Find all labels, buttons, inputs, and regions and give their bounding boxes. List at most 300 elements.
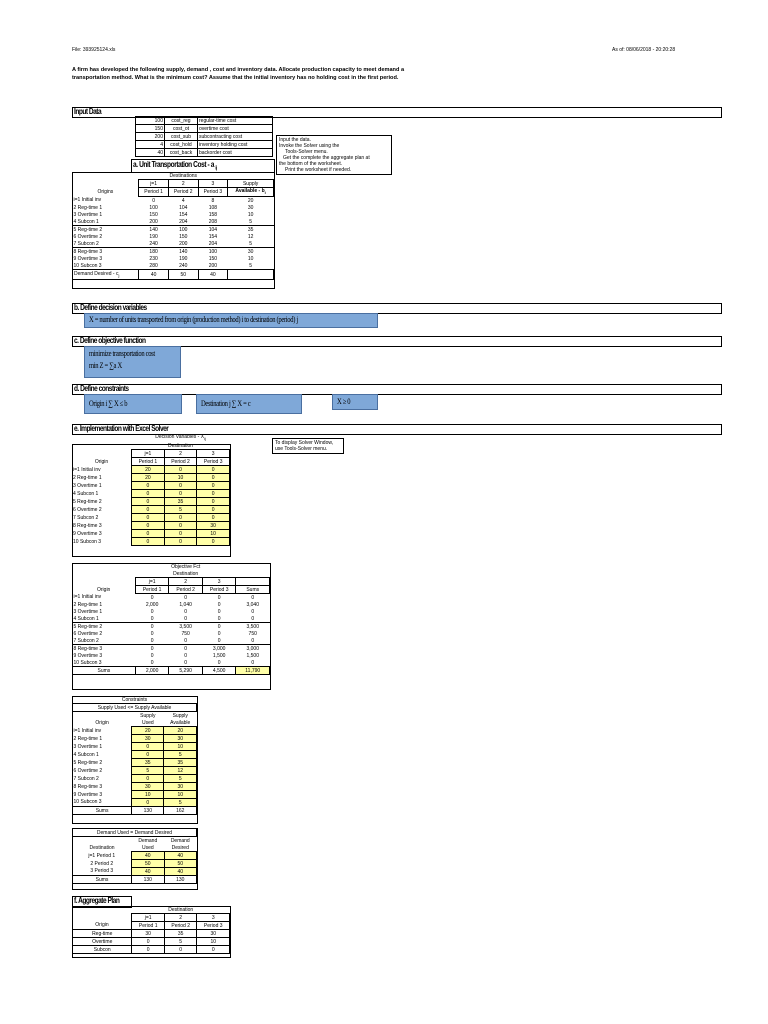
table-cell: Origin <box>97 586 111 593</box>
table-cell: 0 <box>197 506 230 514</box>
table-cell: 104 <box>179 204 188 211</box>
table-cell: 0 <box>197 514 230 522</box>
table-cell: 5 Reg-time 2 <box>73 759 103 766</box>
table-cell: 0 <box>150 594 154 601</box>
table-cell: 35 <box>228 226 274 234</box>
table-cell: 0 <box>217 601 221 608</box>
table-cell: 0 <box>132 751 164 759</box>
table-cell: 4 <box>181 197 185 204</box>
table-cell: Period 3 <box>197 922 230 930</box>
table-cell: Supply <box>140 712 156 719</box>
table-cell: 100 <box>198 248 228 256</box>
table-cell: Sums <box>236 586 270 594</box>
table-cell: Origins <box>97 189 114 195</box>
table-cell: 150 <box>208 255 218 262</box>
table-cell: 0 <box>164 490 197 498</box>
supply-row <box>73 735 197 743</box>
table-cell: 9 Overtime 3 <box>73 791 103 798</box>
table-cell: 10 <box>197 530 230 538</box>
table-cell: 0 <box>164 522 197 530</box>
supply-subscript: i <box>264 190 266 195</box>
cost-row <box>136 117 273 125</box>
table-cell: 3 Overtime 1 <box>73 743 103 750</box>
table-cell: 1,500 <box>246 652 259 659</box>
table-cell: 100 <box>168 226 198 234</box>
cost-row <box>136 125 273 133</box>
table-cell: 200 <box>179 240 188 247</box>
table-cell: 200 <box>208 262 218 269</box>
table-cell: 0 <box>132 743 164 751</box>
table-cell: 140 <box>139 226 169 234</box>
table-cell: 3,040 <box>246 601 259 608</box>
supply-row <box>73 727 197 735</box>
table-cell: 3 <box>197 450 230 458</box>
table-cell: 20 <box>132 474 165 482</box>
constraint-text: Destination j ∑ X = c <box>201 399 251 408</box>
unit-cost-table <box>72 172 274 280</box>
table-cell: 0 <box>197 498 230 506</box>
table-cell: 750 <box>181 630 190 637</box>
table-cell: 35 <box>132 759 164 767</box>
table-cell: Period 1 <box>135 586 169 594</box>
table-cell: 3 Overtime 1 <box>73 608 103 615</box>
demand-row <box>73 860 197 868</box>
table-cell: i=1 Initial inv <box>73 727 102 734</box>
table-cell: 0 <box>217 608 221 615</box>
nonnegativity-constraint <box>332 394 378 410</box>
table-cell: 1,040 <box>179 601 192 608</box>
demand-row <box>73 852 197 860</box>
table-cell: 0 <box>217 615 221 622</box>
table-cell: overtime cost <box>198 125 273 133</box>
unit-cost-row <box>73 218 274 226</box>
table-cell: 2 Reg-time 1 <box>73 735 103 742</box>
note-line: Invoke the Solver using the <box>279 143 340 149</box>
table-cell: 0 <box>132 775 164 783</box>
table-cell <box>73 914 132 922</box>
table-cell: 40 <box>132 868 164 876</box>
table-cell: 30 <box>197 522 230 530</box>
table-cell: 240 <box>149 240 158 247</box>
j-row <box>73 180 274 188</box>
table-cell: 0 <box>132 538 165 546</box>
table-cell: Origin <box>95 719 109 726</box>
table-cell: Destination <box>173 570 199 577</box>
sum-cell: 130 <box>132 876 164 884</box>
table-cell: 0 <box>184 615 188 622</box>
objective-text: minimize transportation cost <box>89 349 155 358</box>
table-cell: 0 <box>251 594 255 601</box>
table-cell: 0 <box>251 608 255 615</box>
table-cell: 154 <box>208 233 218 240</box>
table-cell: 5 <box>164 775 197 783</box>
table-cell: 0 <box>251 615 255 622</box>
table-cell: cost_back <box>165 149 198 157</box>
dv-row <box>72 474 230 482</box>
table-cell: 0 <box>164 530 197 538</box>
table-cell: 3 <box>202 578 236 586</box>
table-cell: 104 <box>198 226 228 234</box>
table-cell: 230 <box>149 255 158 262</box>
sub-row <box>73 829 197 837</box>
table-cell: 0 <box>184 652 188 659</box>
table-cell: 30 <box>132 783 164 791</box>
unit-cost-row <box>73 211 274 218</box>
table-cell: regular-time cost <box>198 117 273 125</box>
section-title: f. Aggregate Plan <box>74 896 120 905</box>
dv-title: Decision Variables - X <box>155 434 205 440</box>
dest-header-row <box>73 172 274 180</box>
table-cell: 3,000 <box>202 645 236 653</box>
table-cell: 0 <box>197 490 230 498</box>
table-cell: 5 <box>164 506 197 514</box>
table-cell: 158 <box>208 211 218 218</box>
obj-row <box>73 601 270 608</box>
table-cell: i=1 Initial inv <box>73 466 101 473</box>
table-cell: 0 <box>135 623 169 631</box>
table-cell: 30 <box>132 735 164 743</box>
table-cell: Period 3 <box>198 188 228 197</box>
table-cell: Period 3 <box>202 586 236 594</box>
unit-cost-row <box>73 204 274 211</box>
table-cell: 8 Reg-time 3 <box>73 248 139 256</box>
table-cell: 5 Reg-time 2 <box>73 623 136 631</box>
table-cell: subcontracting cost <box>198 133 273 141</box>
constraint-text: X ≥ 0 <box>337 397 351 406</box>
table-cell: Used <box>141 719 154 726</box>
table-cell: j=1 <box>132 450 165 458</box>
problem-statement <box>72 66 752 82</box>
table-cell: i=1 Initial inv <box>73 594 102 601</box>
table-cell: inventory holding cost <box>198 141 273 149</box>
cost-input-table <box>135 116 273 157</box>
table-cell: 7 Subcon 2 <box>73 240 99 247</box>
section-title: d. Define constraints <box>74 384 129 393</box>
table-cell: 40 <box>164 852 196 860</box>
table-cell: 0 <box>132 482 165 490</box>
obj-row <box>73 645 270 653</box>
table-cell: Supply <box>172 712 188 719</box>
aggregate-plan-table <box>72 906 230 954</box>
table-cell: 4 Subcon 1 <box>73 218 99 225</box>
constraint-text: Origin i ∑ X ≤ b <box>89 399 128 408</box>
obj-row <box>73 594 270 602</box>
agg-row <box>73 930 230 938</box>
dv-row <box>72 506 230 514</box>
table-cell: 7 Subcon 2 <box>73 514 99 521</box>
demand-label: Demand Desired - c <box>74 270 119 277</box>
table-cell: 10 Subcon 3 <box>73 262 102 269</box>
decision-variables-table <box>72 434 230 546</box>
table-cell: Destination <box>89 844 115 851</box>
table-cell: 8 <box>211 197 215 204</box>
table-cell <box>73 180 139 188</box>
table-cell: 20 <box>132 466 165 474</box>
table-cell: 8 Reg-time 3 <box>73 783 103 790</box>
table-cell: 204 <box>179 218 188 225</box>
table-cell: 0 <box>132 946 165 954</box>
table-cell: 5 Reg-time 2 <box>73 226 139 234</box>
table-cell: backorder cost <box>198 149 273 157</box>
demand-subscript: j <box>118 272 120 278</box>
table-cell <box>228 188 274 197</box>
table-cell: Used <box>141 844 154 851</box>
note-line: Tools-Solver menu. <box>285 149 328 155</box>
problem-line-1: A firm has developed the following supply, demand , cost and inventory data. Allocate production capacity to meet demand a <box>72 67 405 73</box>
table-cell: Period 2 <box>169 586 203 594</box>
section-a-title <box>131 159 275 173</box>
unit-cost-row <box>73 255 274 262</box>
agg-row <box>73 946 230 954</box>
section-a-subscript: ij <box>215 165 217 172</box>
table-cell: 0 <box>197 474 230 482</box>
header-row <box>73 586 270 594</box>
table-cell: 0 <box>132 522 165 530</box>
table-cell: 30 <box>164 783 197 791</box>
table-cell: 5 <box>249 240 252 247</box>
dest-row <box>72 442 230 450</box>
table-cell: cost_sub <box>165 133 198 141</box>
dv-row <box>72 530 230 538</box>
table-cell: 0 <box>197 538 230 546</box>
obj-row <box>73 637 270 645</box>
table-cell: Subcon <box>73 946 132 954</box>
demand-constraints-table <box>72 828 197 884</box>
note-line: the bottom of the worksheet. <box>279 161 343 167</box>
table-cell: 0 <box>184 594 188 601</box>
supply-row <box>73 775 197 783</box>
header-row <box>73 844 197 852</box>
table-cell: 0 <box>164 514 197 522</box>
formula-text: X = number of units transported from origin (production method) i to destination (period) j <box>89 315 298 324</box>
table-cell: 7 Subcon 2 <box>73 637 99 644</box>
table-cell: 10 <box>164 791 197 799</box>
table-cell: 108 <box>208 204 218 211</box>
table-cell: 5 <box>164 938 197 946</box>
sum-cell: 11,790 <box>236 667 270 675</box>
table-cell: 10 Subcon 3 <box>73 538 102 545</box>
supply-row <box>73 751 197 759</box>
table-cell: Constraints <box>121 696 148 703</box>
table-cell: Destination <box>168 442 194 449</box>
section-a-label: a. Unit Transportation Cost - a <box>133 160 214 169</box>
table-cell: 1,500 <box>212 652 226 659</box>
table-cell: 8 Reg-time 3 <box>73 645 136 653</box>
table-cell: 2,000 <box>145 601 159 608</box>
table-cell: 8 Reg-time 3 <box>73 522 102 529</box>
table-cell: 2 <box>164 450 197 458</box>
table-cell: 750 <box>248 630 257 637</box>
table-cell <box>73 906 132 914</box>
demand-row <box>73 270 274 280</box>
table-cell: 10 <box>164 743 197 751</box>
table-cell: 0 <box>164 538 197 546</box>
table-cell: 5 <box>249 218 252 225</box>
decision-variable-formula <box>84 313 378 328</box>
table-cell <box>73 563 136 570</box>
table-cell: 4 Subcon 1 <box>73 490 99 497</box>
table-cell: Destination <box>168 906 194 913</box>
table-cell: cost_ot <box>165 125 198 133</box>
table-cell: 100 <box>149 204 158 211</box>
header-row <box>73 188 274 197</box>
unit-cost-row <box>73 248 274 256</box>
table-cell: 204 <box>208 240 218 247</box>
table-cell: 3 <box>198 180 228 188</box>
sum-cell: Sums <box>73 876 132 884</box>
table-cell: 2 Reg-time 1 <box>73 474 102 481</box>
table-cell: 20 <box>132 727 164 735</box>
table-cell: Overtime <box>73 938 132 946</box>
table-cell: Supply Used <= Supply Available <box>73 704 197 712</box>
table-cell: j=1 <box>139 180 169 188</box>
table-cell: 3 Overtime 1 <box>73 211 103 218</box>
table-cell: 6 Overtime 2 <box>73 630 103 637</box>
table-cell: 10 <box>197 938 230 946</box>
table-cell: 180 <box>139 248 169 256</box>
table-cell <box>236 563 270 570</box>
table-cell: 0 <box>150 630 154 637</box>
table-cell: 30 <box>164 735 197 743</box>
supply-row <box>73 799 197 807</box>
table-cell: Objective Fct <box>171 563 201 570</box>
table-cell: 0 <box>184 637 188 644</box>
cost-row <box>136 141 273 149</box>
table-cell: 150 <box>149 211 158 218</box>
table-cell: 140 <box>168 248 198 256</box>
obj-row <box>73 652 270 659</box>
table-cell: Period 1 <box>139 188 169 197</box>
table-cell: 3,500 <box>169 623 203 631</box>
table-cell: 7 Subcon 2 <box>73 775 99 782</box>
supply-row <box>73 783 197 791</box>
obj-row <box>73 623 270 631</box>
dv-row <box>72 490 230 498</box>
table-cell: 40 <box>164 868 196 876</box>
table-cell: 35 <box>164 759 197 767</box>
table-cell: cost_reg <box>165 117 198 125</box>
table-cell: 10 Subcon 3 <box>73 799 102 806</box>
table-cell: 0 <box>251 659 255 666</box>
supply-row <box>73 743 197 751</box>
sums-row <box>73 807 197 815</box>
note-line: Print the worksheet if needed. <box>285 167 352 173</box>
note-line: use Tools-Solver menu. <box>275 446 328 452</box>
destination-constraint <box>196 394 302 414</box>
obj-row <box>73 615 270 623</box>
table-cell: 0 <box>197 946 230 954</box>
table-cell: 0 <box>217 659 221 666</box>
origin-constraint <box>84 394 182 414</box>
obj-row <box>73 659 270 667</box>
table-cell: 30 <box>132 930 165 938</box>
dest-row <box>73 570 270 578</box>
sum-cell: 5,290 <box>169 667 203 675</box>
table-cell: 50 <box>168 270 198 280</box>
j-row <box>73 914 230 922</box>
table-cell: 12 <box>164 767 197 775</box>
table-cell: 40 <box>136 149 165 157</box>
table-cell: Supply <box>228 180 274 188</box>
table-cell: 40 <box>198 270 228 280</box>
objective-function-table <box>72 563 270 675</box>
dv-row <box>72 482 230 490</box>
file-name: File: 393925124.xls <box>72 47 116 53</box>
table-cell: 9 Overtime 3 <box>73 652 103 659</box>
table-cell: 0 <box>132 490 165 498</box>
table-cell: 30 <box>197 930 230 938</box>
table-cell: 5 <box>164 799 197 807</box>
demand-row <box>73 868 197 876</box>
table-cell: Demand <box>170 837 190 844</box>
sum-cell: Sums <box>73 807 132 815</box>
table-cell: Origin <box>94 458 109 465</box>
table-cell: 20 <box>247 197 254 204</box>
table-cell: Origin <box>95 922 109 929</box>
table-cell: Desired <box>171 844 189 851</box>
sum-cell: 2,000 <box>135 667 169 675</box>
header-row <box>73 719 197 727</box>
table-cell: 0 <box>152 197 155 204</box>
table-cell: Period 2 <box>168 188 198 197</box>
table-cell: 5 Reg-time 2 <box>73 498 102 505</box>
note-line: Get the complete the aggregate plan at <box>283 155 370 161</box>
table-cell <box>73 270 139 280</box>
table-cell: 40 <box>139 270 169 280</box>
table-cell: 10 <box>164 474 197 482</box>
supply-constraints-table <box>72 696 197 815</box>
table-cell: 0 <box>150 615 154 622</box>
table-cell: 0 <box>184 608 188 615</box>
dv-row <box>72 498 230 506</box>
j-row <box>72 450 230 458</box>
table-cell: 0 <box>132 498 165 506</box>
table-cell: 2 Reg-time 1 <box>73 204 103 211</box>
unit-cost-row <box>73 197 274 205</box>
table-cell: Period 3 <box>197 458 230 466</box>
table-cell: Demand <box>138 837 158 844</box>
table-cell <box>132 434 230 442</box>
unit-cost-row <box>73 262 274 270</box>
table-cell: 0 <box>202 623 236 631</box>
table-cell: 150 <box>179 233 188 240</box>
table-cell: 190 <box>149 233 158 240</box>
table-cell <box>228 172 274 180</box>
table-cell: 10 <box>247 255 254 262</box>
title-row <box>72 434 230 442</box>
dv-row <box>72 522 230 530</box>
table-cell: 3 <box>197 914 230 922</box>
table-cell: 200 <box>136 133 165 141</box>
header-row <box>73 922 230 930</box>
table-cell: j=1 <box>132 914 165 922</box>
header-row <box>73 837 197 845</box>
table-cell: 6 Overtime 2 <box>73 233 103 240</box>
unit-cost-row <box>73 233 274 240</box>
table-cell <box>72 450 132 458</box>
table-cell: 20 <box>164 727 197 735</box>
supply-label: Available - b <box>235 188 265 194</box>
sum-cell: Sums <box>73 667 136 675</box>
table-cell: 40 <box>132 852 164 860</box>
table-cell: 0 <box>197 466 230 474</box>
table-cell: 2 <box>168 180 198 188</box>
as-of-date: As of: 08/06/2018 - 20:20:28 <box>612 47 676 53</box>
section-title: b. Define decision variables <box>74 303 147 312</box>
table-cell: 12 <box>247 233 254 240</box>
table-cell: Period 2 <box>164 922 197 930</box>
table-cell: 9 Overtime 3 <box>73 530 102 537</box>
